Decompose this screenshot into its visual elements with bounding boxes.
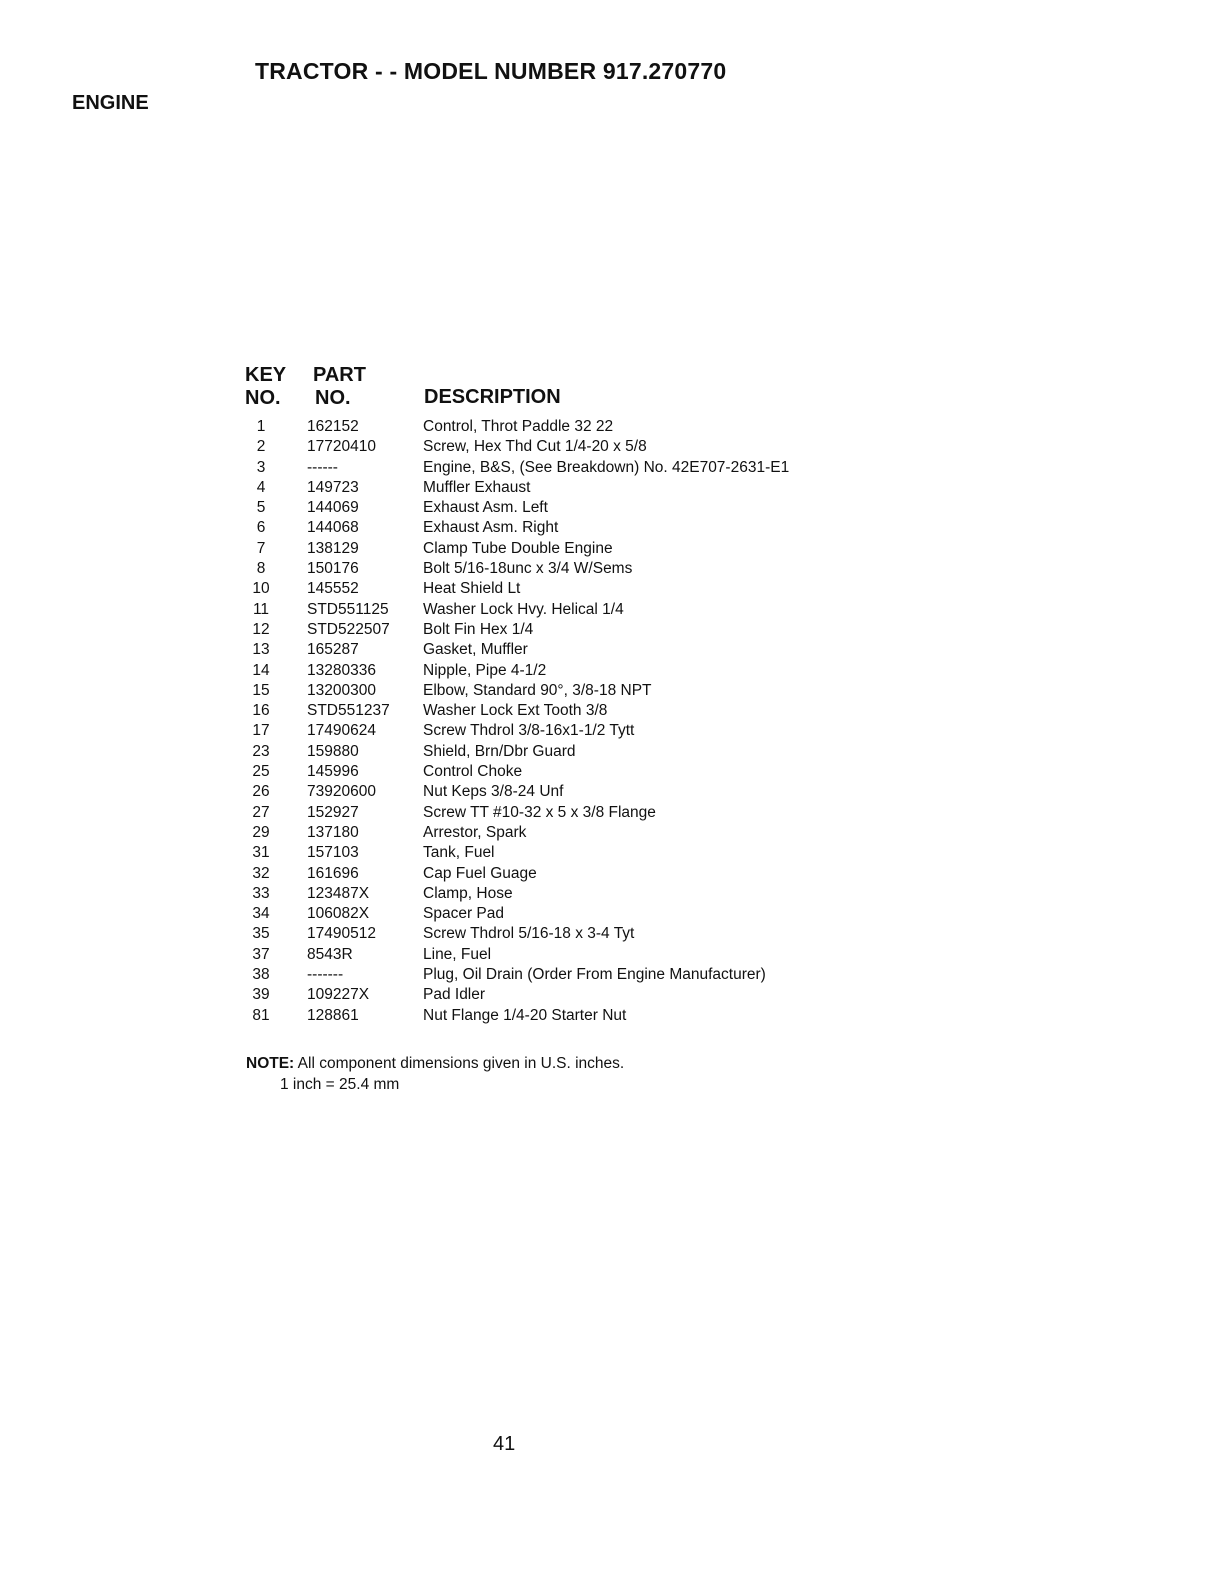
part-description: Elbow, Standard 90°, 3/8-18 NPT <box>423 681 652 699</box>
part-description: Screw Thdrol 5/16-18 x 3-4 Tyt <box>423 925 635 943</box>
part-number: 17490624 <box>307 722 376 740</box>
key-number: 35 <box>252 925 270 943</box>
dimension-note <box>246 1053 624 1095</box>
key-number: 1 <box>256 418 266 435</box>
key-number: 17 <box>252 722 270 740</box>
part-number: 13280336 <box>307 661 376 679</box>
key-number: 37 <box>252 945 270 963</box>
key-number: 26 <box>252 783 270 801</box>
part-number: 73920600 <box>307 783 376 801</box>
part-number: 13200300 <box>307 681 376 699</box>
key-number: 13 <box>252 641 270 659</box>
key-number: 16 <box>252 702 270 720</box>
key-number: 31 <box>252 844 270 862</box>
part-description: Pad Idler <box>423 986 486 1004</box>
part-description: Arrestor, Spark <box>423 823 527 841</box>
part-description: Exhaust Asm. Right <box>423 519 559 537</box>
part-description: Heat Shield Lt <box>423 580 521 598</box>
part-number: 106082X <box>307 905 370 923</box>
part-number: 165287 <box>307 641 359 659</box>
key-number: 29 <box>252 823 270 841</box>
part-description: Tank, Fuel <box>423 844 495 862</box>
part-description: Exhaust Asm. Left <box>423 499 548 517</box>
part-description: Washer Lock Ext Tooth 3/8 <box>423 702 608 720</box>
part-number: 17490512 <box>307 925 376 943</box>
part-number: STD522507 <box>307 620 390 638</box>
key-number: 7 <box>256 539 266 557</box>
part-number: 145996 <box>307 763 359 781</box>
description-header: DESCRIPTION <box>424 386 561 408</box>
key-number: 5 <box>256 499 266 517</box>
part-description: Washer Lock Hvy. Helical 1/4 <box>423 600 624 618</box>
part-header-line2: NO. <box>315 387 351 409</box>
part-description: Screw, Hex Thd Cut 1/4-20 x 5/8 <box>423 438 647 456</box>
part-description: Plug, Oil Drain (Order From Engine Manufacturer) <box>423 966 766 984</box>
part-description: Clamp, Hose <box>423 884 513 902</box>
part-description: Spacer Pad <box>423 905 504 923</box>
key-number: 11 <box>252 600 270 618</box>
part-number: ------- <box>307 966 344 984</box>
table-header <box>245 364 945 410</box>
part-no-header <box>313 364 366 410</box>
part-number: 152927 <box>307 803 359 821</box>
key-number: 8 <box>256 560 266 578</box>
key-number: 6 <box>256 519 266 537</box>
page-number: 41 <box>493 1433 516 1455</box>
part-number: 109227X <box>307 986 370 1004</box>
part-description: Nut Keps 3/8-24 Unf <box>423 783 564 801</box>
part-description: Screw TT #10-32 x 5 x 3/8 Flange <box>423 803 656 821</box>
part-header-line1: PART <box>313 364 366 386</box>
key-number: 12 <box>252 620 270 638</box>
key-no-header <box>245 364 286 410</box>
part-number: 157103 <box>307 844 359 862</box>
key-number: 38 <box>252 966 270 984</box>
part-description: Nut Flange 1/4-20 Starter Nut <box>423 1006 627 1024</box>
part-number: 149723 <box>307 478 359 496</box>
key-number: 81 <box>252 1006 270 1024</box>
key-number: 25 <box>252 763 270 781</box>
part-number: 150176 <box>307 560 359 578</box>
note-text: All component dimensions given in U.S. inches. <box>297 1055 625 1072</box>
part-description: Engine, B&S, (See Breakdown) No. 42E707-2631-E1 <box>423 458 790 476</box>
part-number: 145552 <box>307 580 359 598</box>
page-title: TRACTOR - - MODEL NUMBER 917.270770 <box>255 58 727 84</box>
part-description: Gasket, Muffler <box>423 641 528 659</box>
key-header-line2: NO. <box>245 387 281 409</box>
part-number: 8543R <box>307 945 353 963</box>
parts-table <box>245 364 945 1024</box>
part-description: Control, Throt Paddle 32 22 <box>423 418 614 435</box>
key-number: 39 <box>252 986 270 1004</box>
key-number: 32 <box>252 864 270 882</box>
part-description: Clamp Tube Double Engine <box>423 539 613 557</box>
note-conversion: 1 inch = 25.4 mm <box>280 1076 400 1093</box>
part-number: ------ <box>307 458 338 476</box>
part-number: 128861 <box>307 1006 359 1024</box>
part-description: Nipple, Pipe 4-1/2 <box>423 661 547 679</box>
key-number: 4 <box>256 478 266 496</box>
key-header-line1: KEY <box>245 364 287 386</box>
part-number: 144068 <box>307 519 359 537</box>
part-description: Control Choke <box>423 763 523 781</box>
part-number: 123487X <box>307 884 370 902</box>
note-label: NOTE: <box>246 1055 295 1072</box>
part-number: 161696 <box>307 864 359 882</box>
key-number: 3 <box>256 458 266 476</box>
part-description: Cap Fuel Guage <box>423 864 537 882</box>
key-number: 33 <box>252 884 270 902</box>
part-number: STD551237 <box>307 702 390 720</box>
key-number: 23 <box>252 742 270 760</box>
part-number: 144069 <box>307 499 359 517</box>
note-line <box>246 1053 624 1074</box>
part-description: Shield, Brn/Dbr Guard <box>423 742 576 760</box>
part-description: Muffler Exhaust <box>423 478 531 496</box>
part-number: 162152 <box>307 418 359 435</box>
part-number: 137180 <box>307 823 359 841</box>
key-number: 34 <box>252 905 270 923</box>
key-number: 27 <box>252 803 270 821</box>
part-description: Bolt Fin Hex 1/4 <box>423 620 534 638</box>
part-number: 17720410 <box>307 438 376 456</box>
part-number: 159880 <box>307 742 359 760</box>
key-number: 2 <box>256 438 266 456</box>
section-heading: ENGINE <box>72 92 149 114</box>
part-description: Line, Fuel <box>423 945 492 963</box>
part-number: STD551125 <box>307 600 389 618</box>
part-description: Bolt 5/16-18unc x 3/4 W/Sems <box>423 560 633 578</box>
key-number: 10 <box>252 580 270 598</box>
part-description: Screw Thdrol 3/8-16x1-1/2 Tytt <box>423 722 635 740</box>
part-number: 138129 <box>307 539 359 557</box>
key-number: 15 <box>252 681 270 699</box>
key-number: 14 <box>252 661 270 679</box>
